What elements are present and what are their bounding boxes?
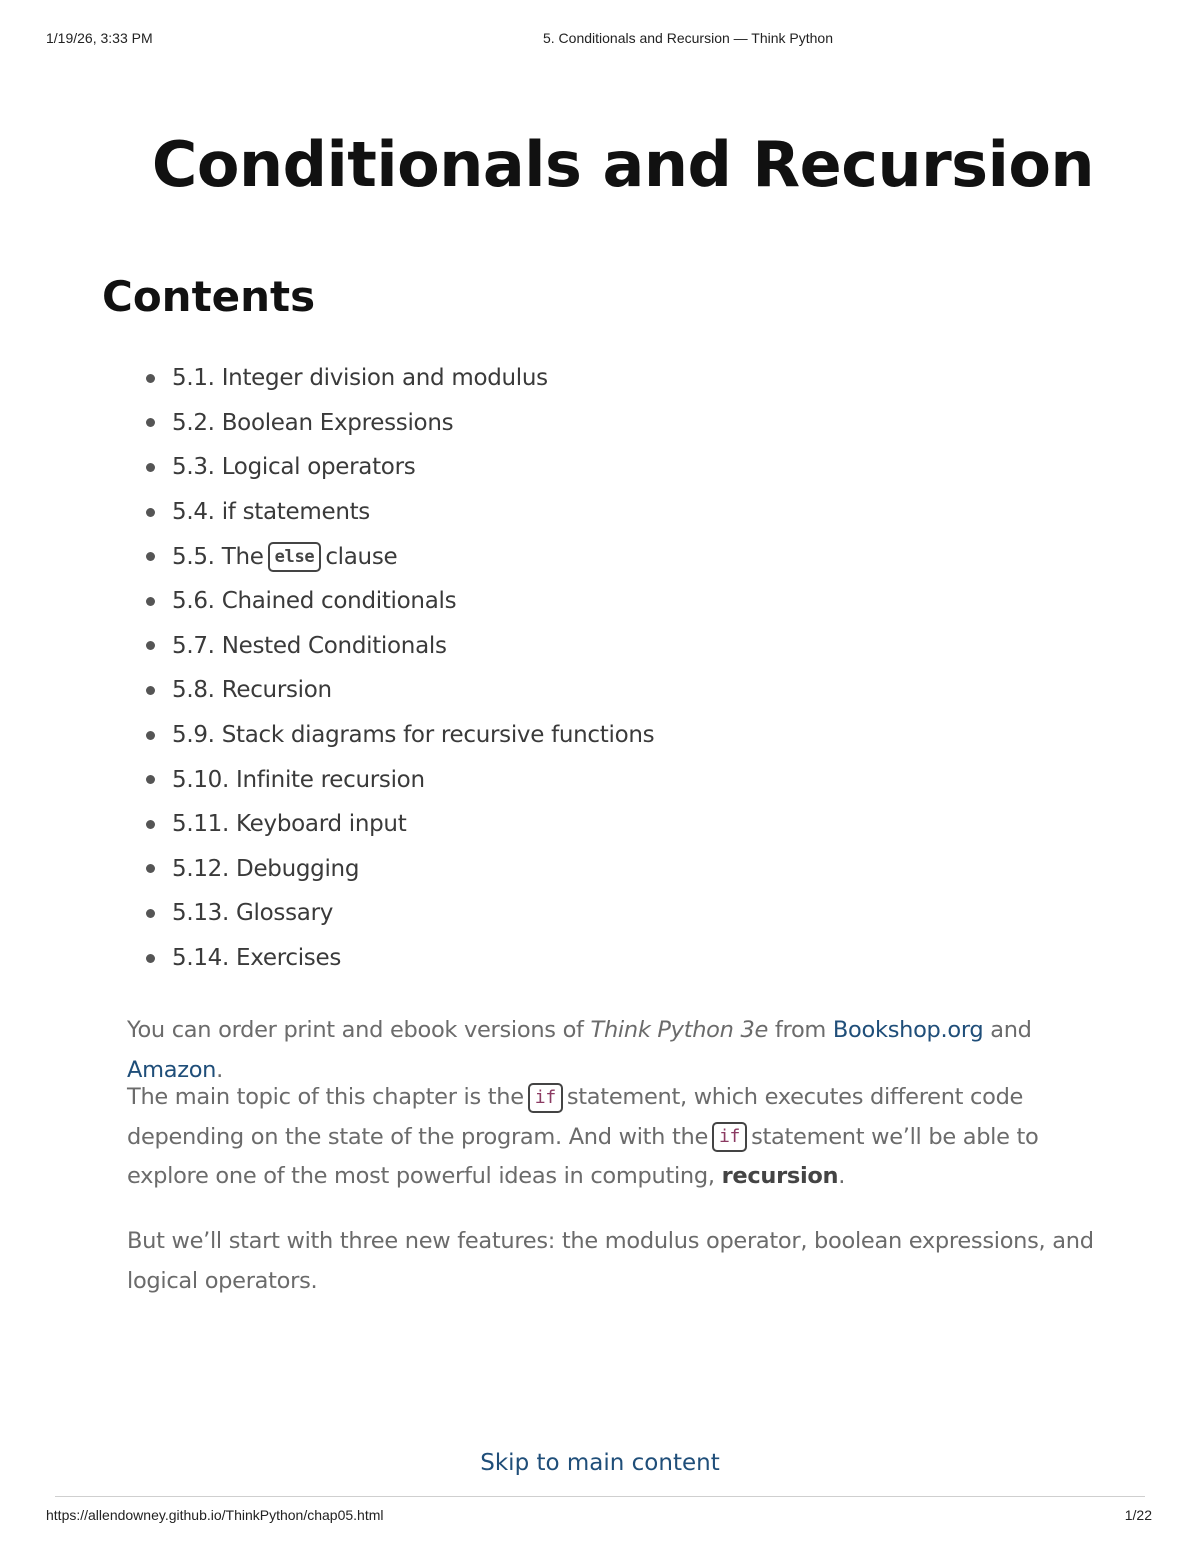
order-text-4: . bbox=[216, 1056, 223, 1083]
toc-item[interactable] bbox=[146, 445, 654, 490]
page-title: Conditionals and Recursion bbox=[151, 128, 1095, 201]
toc-item[interactable] bbox=[146, 936, 654, 981]
toc-item-label[interactable]: 5.9. Stack diagrams for recursive functions bbox=[172, 722, 655, 749]
order-text-2: from bbox=[768, 1017, 833, 1043]
bullet-icon bbox=[146, 775, 155, 784]
toc-item-label[interactable]: 5.12. Debugging bbox=[172, 855, 360, 882]
toc-item[interactable] bbox=[146, 579, 654, 624]
toc-item-label[interactable]: 5.5. The bbox=[172, 543, 264, 570]
toc-item-label[interactable]: 5.11. Keyboard input bbox=[172, 811, 407, 838]
toc-item[interactable] bbox=[146, 713, 654, 758]
toc-item-label[interactable]: 5.8. Recursion bbox=[172, 677, 332, 704]
toc-item-label[interactable]: 5.14. Exercises bbox=[172, 945, 342, 972]
code-literal-else: else bbox=[268, 542, 322, 572]
bullet-icon bbox=[146, 820, 155, 829]
toc-item-label[interactable]: 5.6. Chained conditionals bbox=[172, 588, 457, 615]
print-footer-page-number: 1/22 bbox=[1124, 1507, 1152, 1523]
bullet-icon bbox=[146, 686, 155, 695]
toc-item[interactable] bbox=[146, 847, 654, 892]
bullet-icon bbox=[146, 954, 155, 963]
bullet-icon bbox=[146, 731, 155, 740]
bullet-icon bbox=[146, 463, 155, 472]
intro-text-4: . bbox=[838, 1163, 846, 1189]
bullet-icon bbox=[146, 909, 155, 918]
toc-item[interactable] bbox=[146, 891, 654, 936]
toc-item[interactable] bbox=[146, 401, 654, 446]
bullet-icon bbox=[146, 418, 155, 427]
recursion-term: recursion bbox=[721, 1163, 839, 1189]
bullet-icon bbox=[146, 508, 155, 517]
toc-item[interactable] bbox=[146, 757, 654, 802]
bullet-icon bbox=[146, 641, 155, 650]
intro-paragraph bbox=[127, 1078, 1117, 1197]
skip-to-main-content-link[interactable]: Skip to main content bbox=[480, 1450, 720, 1476]
toc-item[interactable] bbox=[146, 490, 654, 535]
toc-item[interactable] bbox=[146, 356, 654, 401]
toc-item-label[interactable]: 5.7. Nested Conditionals bbox=[172, 632, 447, 659]
toc-item[interactable] bbox=[146, 802, 654, 847]
toc-item-label-suffix[interactable]: clause bbox=[325, 543, 398, 570]
toc-item[interactable] bbox=[146, 668, 654, 713]
print-header-datetime: 1/19/26, 3:33 PM bbox=[46, 30, 153, 46]
intro-text-2: statement, which executes different code depending on the state of the program. And with the bbox=[127, 1084, 1024, 1150]
toc-item-label[interactable]: 5.13. Glossary bbox=[172, 900, 334, 927]
toc-item-label[interactable]: 5.1. Integer division and modulus bbox=[172, 365, 548, 392]
toc-item-label[interactable]: 5.10. Infinite recursion bbox=[172, 766, 425, 793]
amazon-link[interactable]: Amazon bbox=[127, 1056, 217, 1083]
intro-text-3: statement we’ll be able to explore one of the most powerful ideas in computing, bbox=[127, 1123, 1039, 1189]
toc-item-label[interactable]: 5.4. if statements bbox=[172, 499, 370, 526]
footer-divider bbox=[55, 1496, 1145, 1497]
book-title: Think Python 3e bbox=[590, 1017, 769, 1043]
toc-item[interactable] bbox=[146, 534, 654, 579]
bullet-icon bbox=[146, 374, 155, 383]
contents-heading: Contents bbox=[102, 272, 316, 321]
toc-item-label[interactable]: 5.2. Boolean Expressions bbox=[172, 409, 454, 436]
bookshop-link[interactable]: Bookshop.org bbox=[832, 1017, 984, 1043]
bullet-icon bbox=[146, 552, 155, 561]
features-paragraph: But we’ll start with three new features: the modulus operator, boolean expressions, and logical operators. bbox=[127, 1228, 1094, 1294]
bullet-icon bbox=[146, 597, 155, 606]
toc-item-label[interactable]: 5.3. Logical operators bbox=[172, 454, 416, 481]
code-literal-if: if bbox=[528, 1083, 563, 1113]
print-header-title: 5. Conditionals and Recursion — Think Python bbox=[542, 30, 833, 46]
order-text-3: and bbox=[983, 1017, 1032, 1043]
intro-text-1: The main topic of this chapter is the bbox=[127, 1084, 524, 1110]
code-literal-if: if bbox=[712, 1122, 747, 1152]
order-text-1: You can order print and ebook versions of bbox=[127, 1017, 591, 1043]
toc-item[interactable] bbox=[146, 624, 654, 669]
table-of-contents bbox=[146, 356, 654, 980]
bullet-icon bbox=[146, 864, 155, 873]
print-footer-url: https://allendowney.github.io/ThinkPython/chap05.html bbox=[46, 1507, 384, 1523]
